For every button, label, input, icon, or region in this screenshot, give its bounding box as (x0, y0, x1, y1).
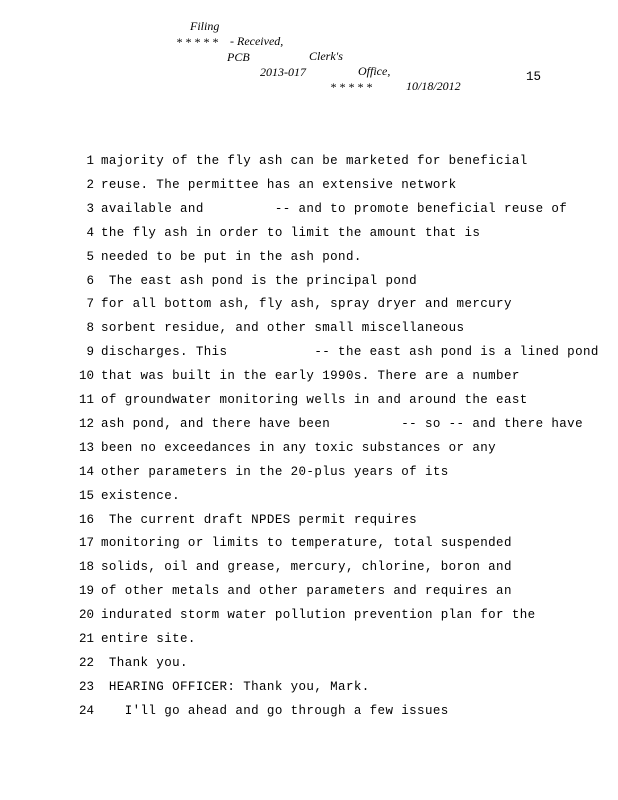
transcript-line (0, 392, 618, 412)
line-number: 5 (86, 249, 94, 264)
stamp-received: - Received, (230, 34, 284, 48)
line-number: 23 (78, 679, 94, 694)
transcript-line (0, 559, 618, 579)
line-number: 20 (78, 608, 94, 623)
transcript-line (0, 440, 618, 460)
transcript-line (0, 607, 618, 627)
line-number: 18 (78, 560, 94, 575)
line-number: 13 (78, 440, 94, 455)
line-number: 4 (86, 225, 94, 240)
stamp-stars-right: * * * * * (330, 80, 372, 94)
line-number: 14 (78, 464, 94, 479)
line-text: The east ash pond is the principal pond (101, 273, 418, 288)
line-text: majority of the fly ash can be marketed for beneficial (101, 154, 528, 168)
line-number: 7 (86, 297, 94, 312)
line-text: solids, oil and grease, mercury, chlorine, boron and (101, 560, 512, 575)
stamp-stars-left: * * * * * (176, 35, 218, 49)
line-number: 6 (86, 273, 94, 288)
line-number: 9 (86, 345, 94, 360)
line-number: 12 (78, 416, 94, 431)
transcript-line (0, 631, 618, 651)
line-number: 19 (78, 584, 94, 599)
transcript-line (0, 249, 618, 269)
transcript-line (0, 464, 618, 484)
transcript-line (0, 177, 618, 197)
stamp-pcb: PCB (227, 50, 250, 64)
transcript-line (0, 368, 618, 388)
line-text: of groundwater monitoring wells in and around the east (101, 393, 528, 407)
transcript-line (0, 153, 618, 173)
transcript-line (0, 655, 618, 675)
transcript-line (0, 512, 618, 532)
line-text: indurated storm water pollution prevention plan for the (101, 608, 536, 623)
transcript-line (0, 416, 618, 436)
transcript-line (0, 679, 618, 699)
line-text: entire site. (101, 632, 196, 646)
line-text: ash pond, and there have been -- so -- and there have (101, 416, 583, 431)
line-text: needed to be put in the ash pond. (101, 249, 362, 264)
page-number: 15 (526, 70, 542, 84)
line-text: reuse. The permittee has an extensive network (101, 177, 457, 192)
line-text: Thank you. (101, 655, 188, 670)
line-text: the fly ash in order to limit the amount that is (101, 225, 481, 240)
line-number: 10 (78, 369, 94, 384)
line-number: 17 (78, 536, 94, 551)
line-number: 16 (78, 512, 94, 527)
line-text: been no exceedances in any toxic substances or any (101, 440, 497, 455)
line-text: available and -- and to promote beneficial reuse of (101, 201, 568, 216)
line-text: for all bottom ash, fly ash, spray dryer and mercury (101, 297, 512, 312)
stamp-filing: Filing (190, 19, 220, 33)
line-number: 11 (78, 393, 94, 407)
transcript-line (0, 320, 618, 340)
stamp-clerk: Clerk's (309, 49, 343, 63)
line-text: discharges. This -- the east ash pond is a lined pond (101, 345, 599, 360)
line-text: The current draft NPDES permit requires (101, 512, 418, 527)
stamp-date: 10/18/2012 (406, 79, 461, 93)
line-text: other parameters in the 20-plus years of its (101, 464, 449, 479)
transcript-line (0, 225, 618, 245)
transcript-line (0, 583, 618, 603)
line-number: 21 (78, 632, 94, 646)
line-text: monitoring or limits to temperature, total suspended (101, 536, 512, 551)
transcript-line (0, 535, 618, 555)
transcript-line (0, 344, 618, 364)
line-number: 3 (86, 201, 94, 216)
stamp-office: Office, (358, 64, 391, 78)
transcript-line (0, 201, 618, 221)
line-text: HEARING OFFICER: Thank you, Mark. (101, 679, 370, 694)
transcript-line (0, 273, 618, 293)
line-number: 2 (86, 177, 94, 192)
line-number: 22 (78, 655, 94, 670)
transcript-line (0, 488, 618, 508)
stamp-docket: 2013-017 (260, 65, 306, 79)
line-number: 8 (86, 321, 94, 336)
line-number: 24 (78, 703, 94, 718)
transcript-line (0, 703, 618, 723)
transcript-line (0, 296, 618, 316)
line-text: existence. (101, 488, 181, 503)
line-text: I'll go ahead and go through a few issues (101, 703, 449, 718)
line-number: 1 (86, 154, 94, 168)
line-number: 15 (78, 488, 94, 503)
line-text: sorbent residue, and other small miscellaneous (101, 321, 465, 336)
line-text: of other metals and other parameters and requires an (101, 584, 512, 599)
line-text: that was built in the early 1990s. There are a number (101, 369, 520, 384)
